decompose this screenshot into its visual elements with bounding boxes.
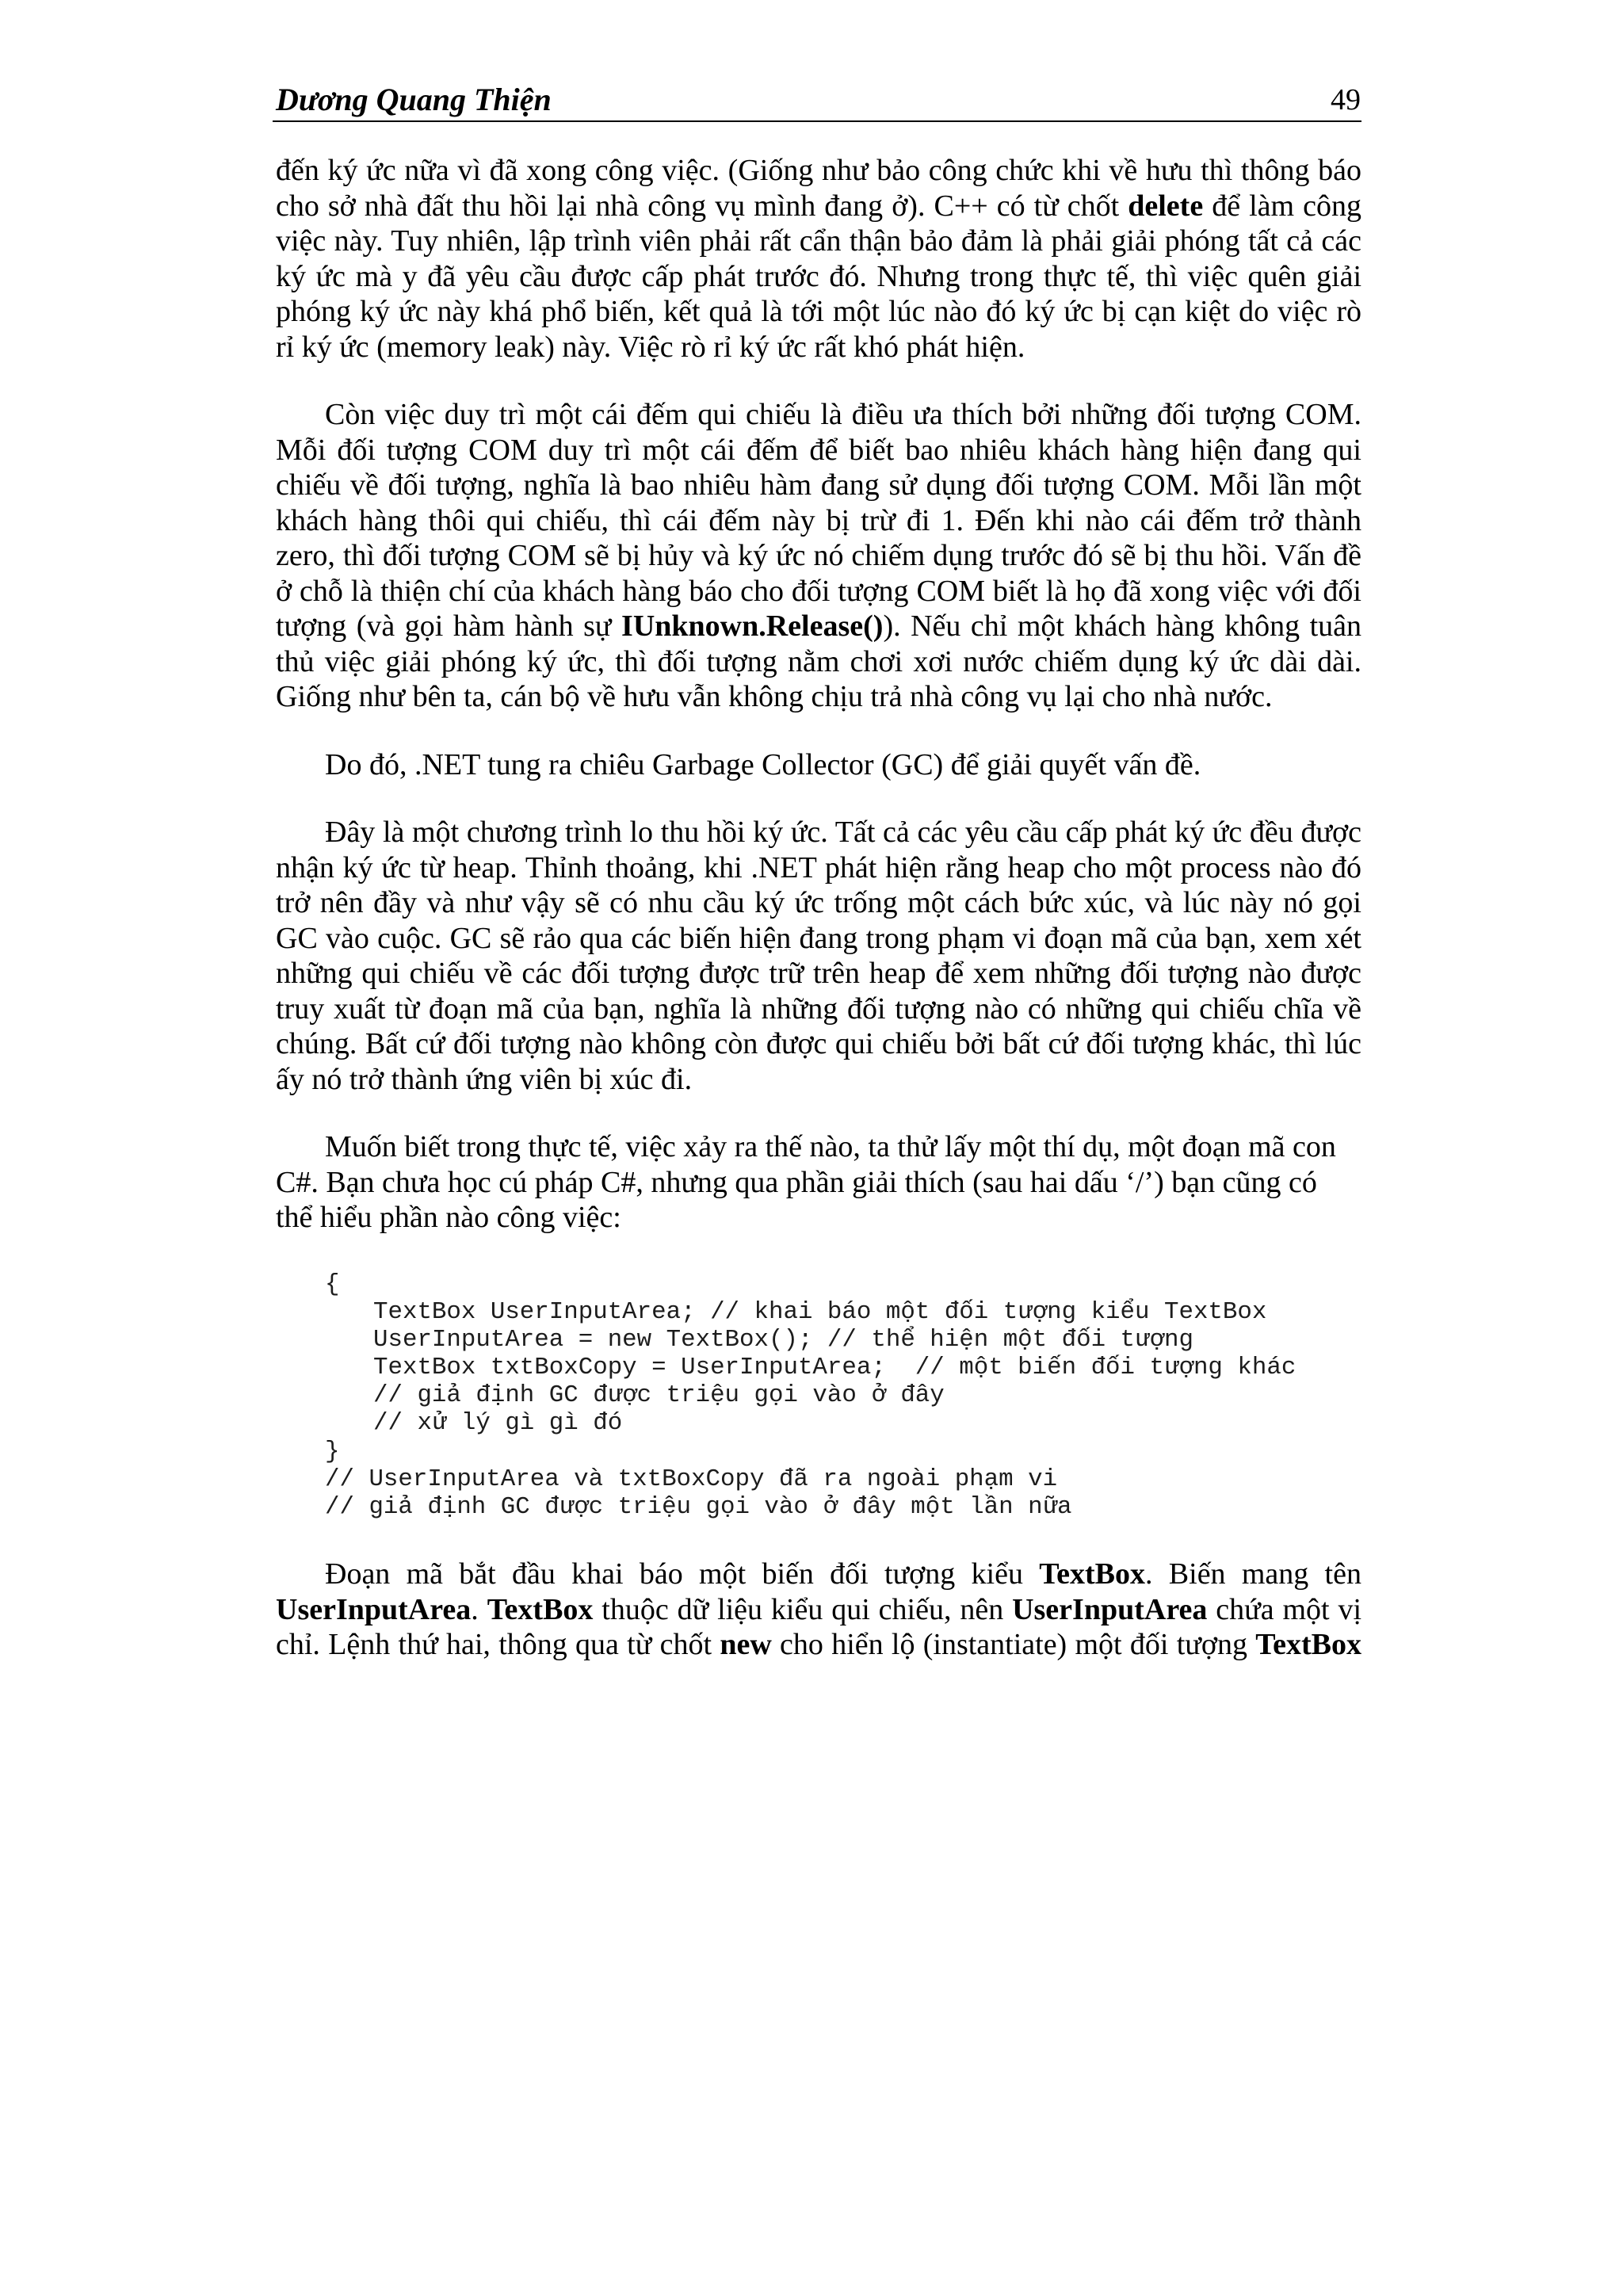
bold-keyword: TextBox xyxy=(1255,1628,1361,1662)
code-line: TextBox txtBoxCopy = UserInputArea; // một biến đối tượng khác xyxy=(373,1354,1296,1382)
text-line xyxy=(276,1592,1361,1628)
bold-keyword: TextBox xyxy=(1039,1557,1145,1591)
text-line: C#. Bạn chưa học cú pháp C#, nhưng qua phần giải thích (sau hai dấu ‘/’) bạn cũng có xyxy=(276,1165,1317,1199)
paragraph xyxy=(276,397,1361,715)
code-line: UserInputArea = new TextBox(); // thể hiện một đối tượng xyxy=(373,1325,1193,1354)
text-line: thể hiểu phần nào công việc: xyxy=(276,1201,621,1234)
text-line: ấy nó trở thành ứng viên bị xúc đi. xyxy=(276,1062,693,1096)
text-run: thuộc dữ liệu kiểu qui chiếu, nên xyxy=(593,1592,1013,1626)
text-line xyxy=(276,1627,1361,1663)
author-name: Dương Quang Thiện xyxy=(276,82,552,117)
code-block xyxy=(325,1270,1361,1522)
text-line: truy xuất từ đoạn mã của bạn, nghĩa là những đối tượng nào có những qui chiếu chĩa về xyxy=(276,991,1361,1026)
text-line: Do đó, .NET tung ra chiêu Garbage Collector (GC) để giải quyết vấn đề. xyxy=(325,747,1201,781)
text-line: khách hàng thôi qui chiếu, thì cái đếm này bị trừ đi 1. Đến khi nào cái đếm trở thành xyxy=(276,503,1361,537)
text-run: tượng (và gọi hàm hành sự xyxy=(276,609,622,643)
text-line: Còn việc duy trì một cái đếm qui chiếu là điều ưa thích bởi những đối tượng COM. xyxy=(325,398,1361,431)
code-line: // UserInputArea và txtBoxCopy đã ra ngoài phạm vi xyxy=(325,1465,1058,1493)
text-line: phóng ký ức này khá phổ biến, kết quả là tới một lúc nào đó ký ức bị cạn kiệt do việc rò xyxy=(276,295,1361,328)
text-line: chiếu về đối tượng, nghĩa là bao nhiêu hàm đang sử dụng đối tượng COM. Mỗi lần một xyxy=(276,468,1361,502)
text-line xyxy=(276,1557,1361,1592)
header-rule xyxy=(273,120,1361,122)
text-run: Đoạn mã bắt đầu khai báo một biến đối tượng kiểu xyxy=(325,1557,1040,1591)
text-run: cho hiển lộ (instantiate) một đối tượng xyxy=(771,1628,1256,1662)
paragraph xyxy=(276,747,1361,783)
bold-keyword: delete xyxy=(1128,189,1204,223)
paragraph xyxy=(276,1557,1361,1663)
text-run: chứa một vị xyxy=(1207,1592,1362,1626)
text-line: Giống như bên ta, cán bộ về hưu vẫn không chịu trả nhà công vụ lại cho nhà nước. xyxy=(276,680,1273,713)
text-line xyxy=(276,609,1361,644)
code-line: // giả định GC được triệu gọi vào ở đây xyxy=(373,1381,945,1410)
text-line: đến ký ức nữa vì đã xong công việc. (Giống như bảo công chức khi về hưu thì thông báo xyxy=(276,154,1361,187)
paragraph xyxy=(276,1129,1361,1236)
text-line: Mỗi đối tượng COM duy trì một cái đếm để biết bao nhiêu khách hàng hiện đang qui xyxy=(276,433,1361,467)
text-line: ký ức mà y đã yêu cầu được cấp phát trước đó. Nhưng trong thực tế, thì việc quên giải xyxy=(276,259,1361,293)
page-number: 49 xyxy=(1331,83,1361,117)
text-run: ). Nếu chỉ một khách hàng không tuân xyxy=(883,609,1361,643)
code-line: // xử lý gì gì đó xyxy=(373,1409,623,1438)
bold-keyword: UserInputArea xyxy=(1012,1592,1208,1626)
text-line: rỉ ký ức (memory leak) này. Việc rò rỉ ký ức rất khó phát hiện. xyxy=(276,330,1025,364)
text-line xyxy=(276,189,1361,224)
text-run: để làm công xyxy=(1203,189,1362,223)
text-line: Đây là một chương trình lo thu hồi ký ức. Tất cả các yêu cầu cấp phát ký ức đều được xyxy=(325,816,1361,849)
code-line: // giả định GC được triệu gọi vào ở đây một lần nữa xyxy=(325,1493,1072,1521)
text-run: . Biến mang tên xyxy=(1145,1557,1361,1591)
bold-keyword: UserInputArea xyxy=(276,1592,472,1626)
text-line: GC vào cuộc. GC sẽ rảo qua các biến hiện đang trong phạm vi đoạn mã của bạn, xem xét xyxy=(276,921,1361,955)
text-run: . xyxy=(471,1592,487,1626)
text-line: Muốn biết trong thực tế, việc xảy ra thế nào, ta thử lấy một thí dụ, một đoạn mã con xyxy=(325,1130,1336,1163)
text-line: thủ việc giải phóng ký ức, thì đối tượng nằm chơi xơi nước chiếm dụng ký ức dài dài. xyxy=(276,644,1361,678)
code-line: } xyxy=(325,1437,340,1465)
text-run: cho sở nhà đất thu hồi lại nhà công vụ mình đang ở). C++ có từ chốt xyxy=(276,189,1128,223)
text-line: ở chỗ là thiện chí của khách hàng báo cho đối tượng COM biết là họ đã xong việc với đối xyxy=(276,574,1361,608)
bold-keyword: IUnknown.Release() xyxy=(621,609,884,643)
text-line: nhận ký ức từ heap. Thỉnh thoảng, khi .NET phát hiện rằng heap cho một process nào đó xyxy=(276,850,1361,884)
text-line: trở nên đầy và như vậy sẽ có nhu cầu ký ức trống một cách bức xúc, và lúc này nó gọi xyxy=(276,886,1361,919)
text-line: zero, thì đối tượng COM sẽ bị hủy và ký ức nó chiếm dụng trước đó sẽ bị thu hồi. Vấn đề xyxy=(276,539,1361,572)
bold-keyword: new xyxy=(720,1628,772,1662)
text-line: những qui chiếu về các đối tượng được trữ trên heap để xem những đối tượng nào được xyxy=(276,957,1361,990)
body-text xyxy=(276,153,1361,1695)
code-line: { xyxy=(325,1270,340,1298)
text-run: chỉ. Lệnh thứ hai, thông qua từ chốt xyxy=(276,1628,720,1662)
paragraph xyxy=(276,815,1361,1097)
text-line: chúng. Bất cứ đối tượng nào không còn được qui chiếu bởi bất cứ đối tượng khác, thì lúc xyxy=(276,1027,1361,1060)
bold-keyword: TextBox xyxy=(487,1592,594,1626)
text-line: việc này. Tuy nhiên, lập trình viên phải rất cẩn thận bảo đảm là phải giải phóng tất cả các xyxy=(276,224,1361,258)
code-line: TextBox UserInputArea; // khai báo một đối tượng kiểu TextBox xyxy=(373,1297,1267,1326)
paragraph xyxy=(276,153,1361,365)
